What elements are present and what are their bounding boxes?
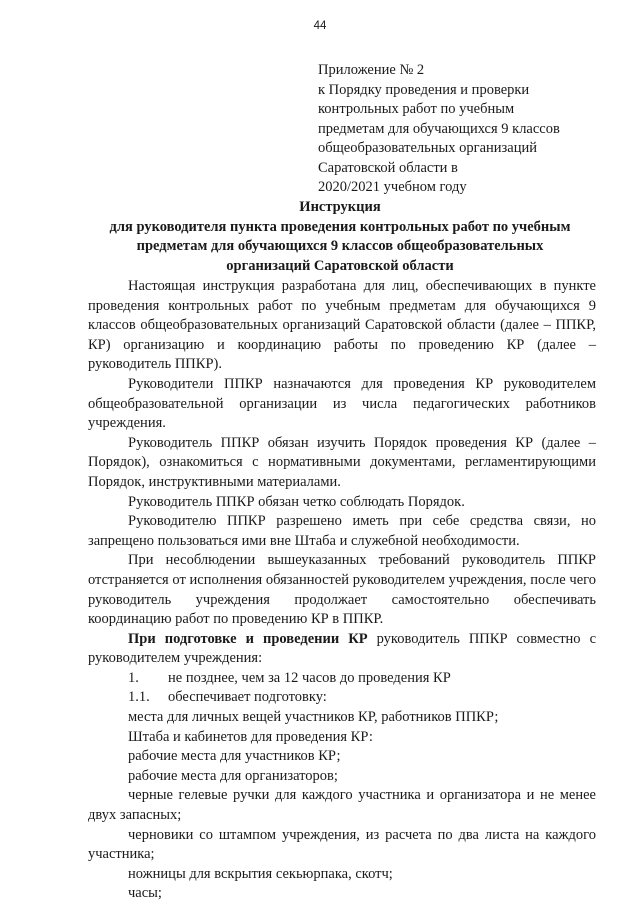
sub-item: рабочие места для организаторов; [128,767,338,784]
sub-item: черновики со штампом учреждения, из расчета по два листа на каждого участника; [88,826,596,863]
paragraph: Настоящая инструкция разработана для лиц, обеспечивающих в пункте проведения контрольных работ по учебным предметам для обучающихся 9 классов общеобразовательных организаций Саратовской области (далее – ППКР, КР) организацию и координацию работы по проведению КР (далее – руководитель ППКР). [88,278,596,373]
list-item [88,688,596,708]
page-number: 44 [313,20,327,32]
item-number: 1.1. [128,689,150,706]
appendix-line: к Порядку проведения и проверки [318,81,530,98]
appendix-header [318,61,618,198]
title-line: Инструкция [299,199,381,215]
title-line: организаций Саратовской области [226,257,454,274]
list-item [88,669,596,689]
paragraph: При несоблюдении вышеуказанных требований руководитель ППКР отстраняется от исполнения обязанностей руководителем учреждения, после чего руководитель учреждения продолжает самостоятельно обеспечивать координацию работ по проведению КР в ППКР. [88,552,596,628]
title-line: предметам для обучающихся 9 классов общеобразовательных [136,238,544,254]
appendix-line: Приложение № 2 [318,62,425,78]
appendix-line: предметам для обучающихся 9 классов [318,120,560,137]
sub-item: ножницы для вскрытия секьюрпака, скотч; [128,865,393,882]
sub-item: Штаба и кабинетов для проведения КР: [128,728,373,745]
appendix-line: контрольных работ по учебным [318,101,515,117]
appendix-line: 2020/2021 учебном году [318,179,467,195]
document-body [88,277,596,904]
sub-item: черные гелевые ручки для каждого участника и организатора и не менее двух запасных; [88,787,596,824]
appendix-line: Саратовской области в [318,159,458,176]
bold-phrase: При подготовке и проведении КР [128,630,368,647]
paragraph [88,630,596,669]
sub-item: часы; [128,885,162,902]
sub-item: рабочие места для участников КР; [128,748,341,765]
item-text: обеспечивает подготовку: [168,689,327,706]
paragraph: Руководителю ППКР разрешено иметь при себе средства связи, но запрещено пользоваться ими вне Штаба и служебной необходимости. [88,513,596,549]
item-number: 1. [128,669,139,686]
paragraph: Руководители ППКР назначаются для проведения КР руководителем общеобразовательной организации из числа педагогических работников учреждения. [88,375,596,432]
paragraph: Руководитель ППКР обязан изучить Порядок проведения КР (далее – Порядок), ознакомиться с нормативными документами, регламентирующими Порядок, инструктивными материалами. [88,434,596,490]
paragraph: Руководитель ППКР обязан четко соблюдать Порядок. [128,493,465,510]
appendix-line: общеобразовательных организаций [318,140,537,156]
item-text: не позднее, чем за 12 часов до проведения КР [168,669,451,686]
title-line: для руководителя пункта проведения контрольных работ по учебным [109,218,571,235]
document-title [80,198,600,276]
sub-item: места для личных вещей участников КР, работников ППКР; [128,709,499,726]
paragraph-rest: руководитель ППКР совместно с руководителем учреждения: [88,630,597,667]
